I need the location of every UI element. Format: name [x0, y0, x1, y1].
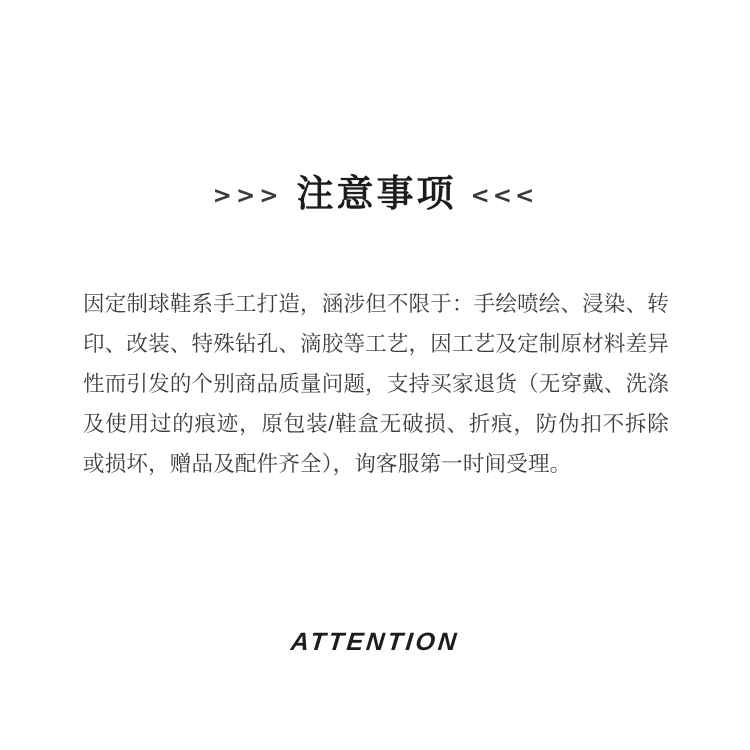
heading-row — [0, 175, 750, 212]
page-title: 注意事项 — [296, 173, 457, 214]
left-chevron-marker-icon: >>> — [212, 183, 283, 209]
right-chevron-marker-icon: <<< — [470, 183, 538, 209]
notice-body-text: 因定制球鞋系手工打造，涵涉但不限于：手绘喷绘、浸染、转印、改装、特殊钻孔、滴胶等工艺，因工艺及定制原材料差异性而引发的个别商品质量问题，支持买家退货（无穿戴、洗涤及使用过的痕迹，原包装/鞋盒无破损、折痕，防伪扣不拆除或损坏，赠品及配件齐全），询客服第一时间受理。 — [83, 291, 669, 476]
footer-attention-label: ATTENTION — [289, 628, 461, 656]
